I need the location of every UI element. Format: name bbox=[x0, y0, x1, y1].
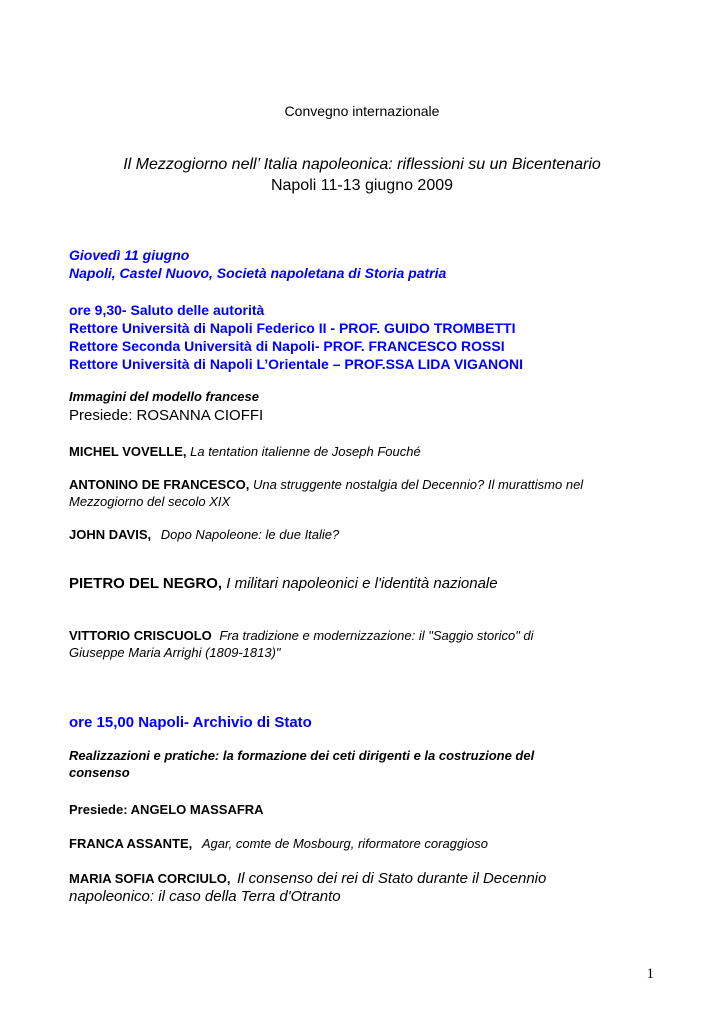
talk-title: La tentation italienne de Joseph Fouché bbox=[190, 444, 421, 459]
conference-label: Convegno internazionale bbox=[284, 103, 440, 119]
session-title: Realizzazioni e pratiche: la formazione dei ceti dirigenti e la costruzione del bbox=[69, 748, 535, 763]
talk-title: I militari napoleonici e l'identità nazionale bbox=[226, 575, 498, 592]
talk-title: Il consenso dei rei di Stato durante il Decennio bbox=[236, 870, 547, 887]
session-title-continued: consenso bbox=[69, 765, 130, 780]
session-chair: Presiede: ANGELO MASSAFRA bbox=[69, 802, 264, 817]
talk-title: Fra tradizione e modernizzazione: il "Saggio storico" di bbox=[219, 628, 534, 643]
talk-item bbox=[69, 575, 498, 592]
talk-title: Agar, comte de Mosbourg, riformatore coraggioso bbox=[201, 836, 489, 851]
day-venue: Napoli, Castel Nuovo, Società napoletana di Storia patria bbox=[69, 265, 447, 281]
speaker-name: MARIA SOFIA CORCIULO, bbox=[69, 871, 231, 886]
talk-title-continued: Mezzogiorno del secolo XIX bbox=[69, 494, 231, 509]
day-date: Giovedì 11 giugno bbox=[69, 247, 190, 263]
talk-item bbox=[69, 628, 534, 643]
speaker-name: PIETRO DEL NEGRO, bbox=[69, 575, 223, 592]
afternoon-session-header: ore 15,00 Napoli- Archivio di Stato bbox=[69, 714, 312, 731]
authority-line: Rettore Università di Napoli Federico II - PROF. GUIDO TROMBETTI bbox=[69, 320, 516, 336]
authority-line: Rettore Seconda Università di Napoli- PROF. FRANCESCO ROSSI bbox=[69, 338, 505, 354]
speaker-name: VITTORIO CRISCUOLO bbox=[69, 628, 212, 643]
talk-item bbox=[69, 836, 488, 851]
talk-title: Una struggente nostalgia del Decennio? Il murattismo nel bbox=[252, 477, 584, 492]
conference-title: Il Mezzogiorno nell’ Italia napoleonica: riflessioni su un Bicentenario bbox=[123, 156, 601, 173]
conference-dates: Napoli 11-13 giugno 2009 bbox=[270, 177, 454, 194]
session-title: Immagini del modello francese bbox=[69, 389, 259, 404]
speaker-name: MICHEL VOVELLE, bbox=[69, 444, 187, 459]
page-number: 1 bbox=[646, 966, 654, 982]
speaker-name: JOHN DAVIS, bbox=[69, 527, 152, 542]
talk-item bbox=[69, 527, 339, 542]
session-chair: Presiede: ROSANNA CIOFFI bbox=[69, 407, 264, 424]
speaker-name: ANTONINO DE FRANCESCO, bbox=[69, 477, 250, 492]
talk-title: Dopo Napoleone: le due Italie? bbox=[160, 527, 340, 542]
talk-item bbox=[69, 477, 583, 492]
talk-item bbox=[69, 870, 546, 888]
speaker-name: FRANCA ASSANTE, bbox=[69, 836, 193, 851]
talk-title-continued: Giuseppe Maria Arrighi (1809-1813)" bbox=[69, 645, 281, 660]
talk-title-continued: napoleonico: il caso della Terra d'Otranto bbox=[69, 888, 341, 905]
authority-line: Rettore Università di Napoli L’Orientale – PROF.SSA LIDA VIGANONI bbox=[69, 356, 524, 372]
greeting-line: ore 9,30- Saluto delle autorità bbox=[69, 302, 265, 318]
talk-item bbox=[69, 444, 421, 459]
